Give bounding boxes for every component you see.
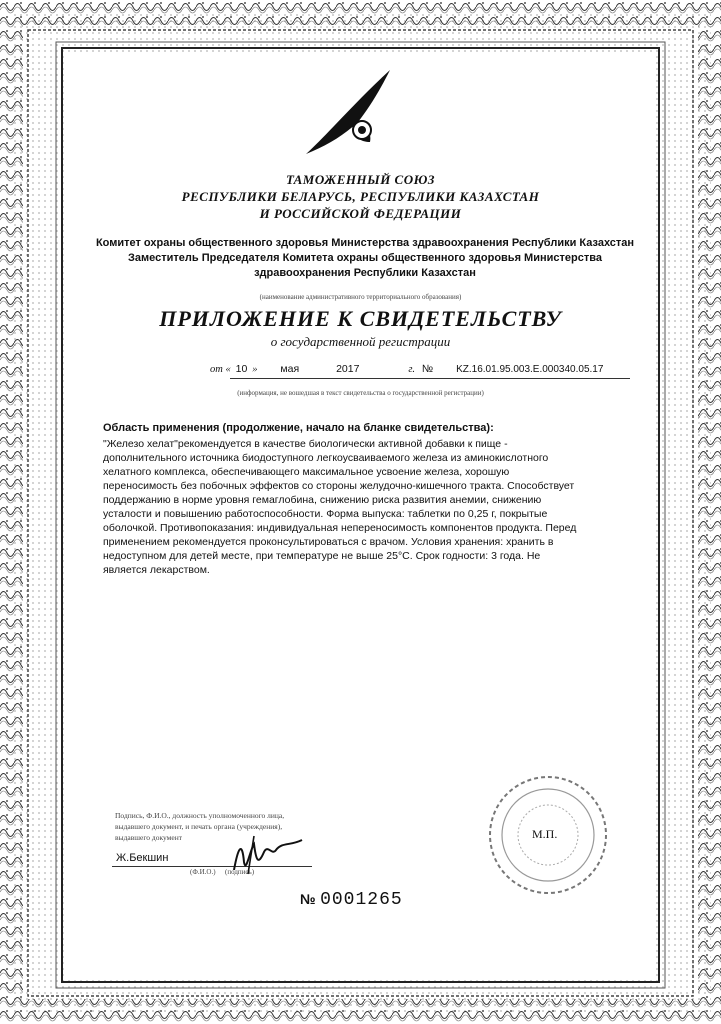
name-caption: (Ф.И.О.) bbox=[190, 868, 216, 876]
signature-caption-line: выдавшего документ, и печать органа (учреждения), bbox=[115, 822, 283, 831]
serial-number bbox=[300, 890, 403, 910]
page-title: ПРИЛОЖЕНИЕ К СВИДЕТЕЛЬСТВУ bbox=[159, 306, 562, 331]
scope-heading: Область применения (продолжение, начало на бланке свидетельства): bbox=[103, 422, 494, 434]
committee-caption: (наименование административного территориального образования) bbox=[259, 293, 462, 301]
stamp-label: М.П. bbox=[532, 827, 558, 841]
scope-line: хелатного комплекса, обеспечивающего максимальное усвоение железа, хорошую bbox=[103, 466, 510, 478]
scope-line: дополнительного источника биодоступного легкоусваиваемого железа из аминокислотного bbox=[103, 452, 549, 464]
committee-line-3: здравоохранения Республики Казахстан bbox=[254, 267, 476, 279]
scope-line: применением рекомендуется проконсультироваться с врачом. Условия хранения: хранить в bbox=[103, 536, 554, 548]
scope-line: оболочкой. Противопоказания: индивидуальная непереносимость компонентов продукта. Перед bbox=[103, 522, 577, 534]
date-year-suffix: г. bbox=[408, 364, 415, 375]
customs-union-emblem bbox=[298, 64, 408, 164]
date-underline bbox=[230, 378, 630, 379]
scope-line: является лекарством. bbox=[103, 564, 210, 576]
serial-sign: № bbox=[300, 891, 316, 907]
scope-line: поддержанию в норме уровня гемаглобина, снижению риска развития анемии, снижению bbox=[103, 494, 542, 506]
date-day: 10 bbox=[235, 363, 248, 375]
date-month: мая bbox=[280, 363, 300, 375]
scope-body bbox=[103, 437, 623, 577]
registration-number: KZ.16.01.95.003.E.000340.05.17 bbox=[456, 364, 604, 375]
sign-caption: (подпись) bbox=[225, 868, 255, 876]
date-prefix: от « bbox=[210, 364, 231, 375]
scope-line: недоступном для детей месте, при температуре не выше 25°С. Срок годности: 3 года. Не bbox=[103, 550, 541, 562]
union-line-1: ТАМОЖЕННЫЙ СОЮЗ bbox=[286, 172, 435, 187]
date-year: 2017 bbox=[336, 363, 360, 375]
signatory-name: Ж.Бекшин bbox=[116, 852, 169, 864]
scope-line: "Железо хелат"рекомендуется в качестве биологически активной добавки к пище - bbox=[103, 438, 508, 450]
date-caption: (информация, не вошедшая в текст свидетельства о государственной регистрации) bbox=[237, 389, 484, 397]
committee-line-1: Комитет охраны общественного здоровья Министерства здравоохранения Республики Казахстан bbox=[95, 237, 635, 249]
page-subtitle: о государственной регистрации bbox=[270, 334, 451, 349]
scope-line: переносимость без побочных эффектов со стороны желудочно-кишечного тракта. Способствует bbox=[103, 480, 575, 492]
date-day-suffix: » bbox=[252, 364, 258, 375]
handwritten-signature bbox=[228, 830, 308, 880]
date-number-row bbox=[210, 363, 603, 375]
scope-line: усталости и повышению работоспособности. Форма выпуска: таблетки по 0,25 г, покрытые bbox=[103, 508, 548, 520]
signature-caption-line: Подпись, Ф.И.О., должность уполномоченного лица, bbox=[115, 811, 285, 820]
signature-caption-line: выдавшего документ bbox=[115, 833, 183, 842]
committee-line-2: Заместитель Председателя Комитета охраны общественного здоровья Министерства bbox=[128, 252, 602, 264]
number-sign: № bbox=[421, 363, 434, 375]
union-line-3: И РОССИЙСКОЙ ФЕДЕРАЦИИ bbox=[259, 206, 462, 221]
serial-value: 0001265 bbox=[320, 890, 403, 910]
union-line-2: РЕСПУБЛИКИ БЕЛАРУСЬ, РЕСПУБЛИКИ КАЗАХСТАН bbox=[181, 189, 540, 204]
